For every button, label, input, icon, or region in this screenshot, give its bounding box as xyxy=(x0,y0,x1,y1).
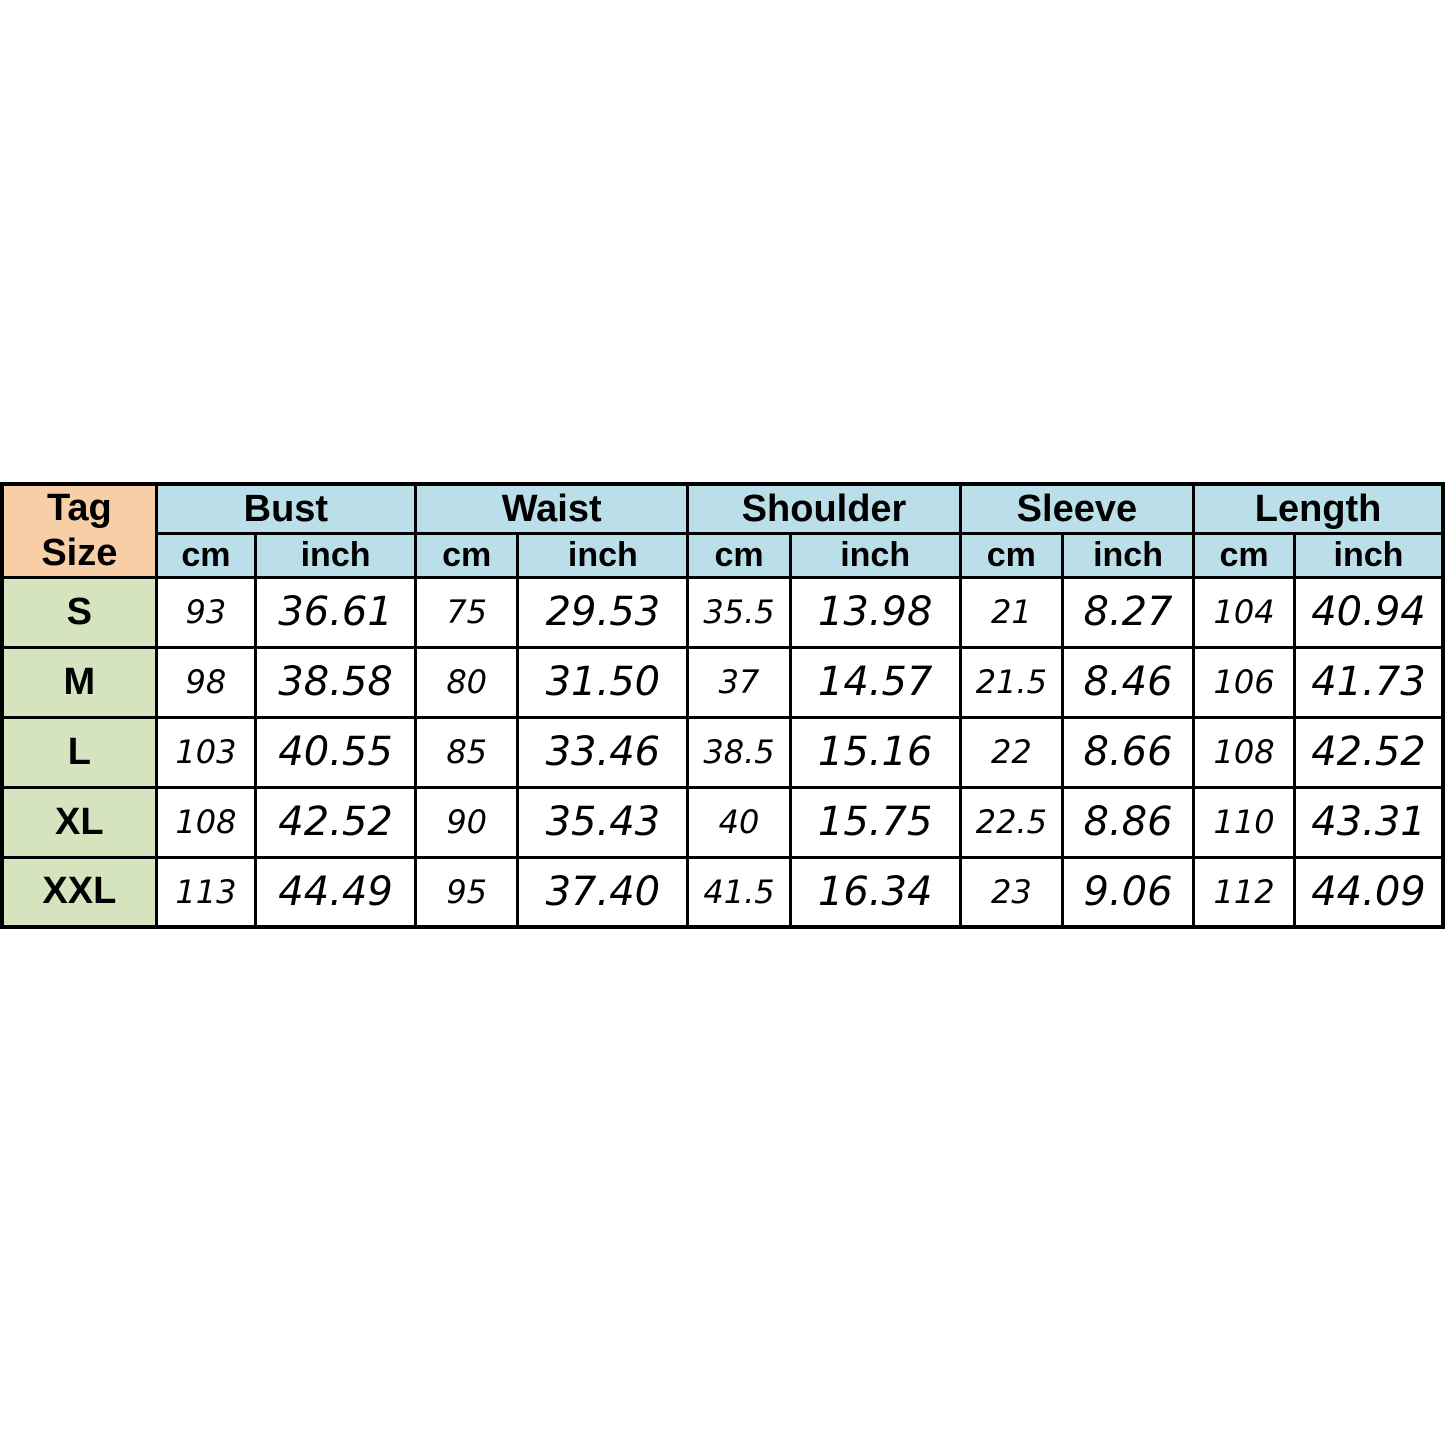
measurement-cell: 22.5 xyxy=(960,787,1062,857)
measurement-cell: 98 xyxy=(156,647,255,717)
measurement-cell: 8.27 xyxy=(1062,577,1193,647)
measurement-cell: 37 xyxy=(688,647,790,717)
group-header-row xyxy=(2,484,1443,534)
size-cell: S xyxy=(2,577,156,647)
group-header-bust: Bust xyxy=(156,484,415,534)
corner-header-tag-size xyxy=(2,484,156,577)
measurement-cell: 42.52 xyxy=(256,787,416,857)
size-cell: XXL xyxy=(2,857,156,927)
measurement-cell: 44.09 xyxy=(1294,857,1443,927)
unit-header-shoulder-cm: cm xyxy=(688,534,790,577)
measurement-cell: 113 xyxy=(156,857,255,927)
measurement-cell: 14.57 xyxy=(790,647,960,717)
measurement-cell: 8.66 xyxy=(1062,717,1193,787)
measurement-cell: 95 xyxy=(416,857,518,927)
measurement-cell: 108 xyxy=(156,787,255,857)
measurement-cell: 29.53 xyxy=(518,577,688,647)
measurement-cell: 44.49 xyxy=(256,857,416,927)
measurement-cell: 13.98 xyxy=(790,577,960,647)
measurement-cell: 112 xyxy=(1194,857,1295,927)
unit-header-length-cm: cm xyxy=(1194,534,1295,577)
measurement-cell: 8.46 xyxy=(1062,647,1193,717)
measurement-cell: 93 xyxy=(156,577,255,647)
table-row-l xyxy=(2,717,1443,787)
unit-header-shoulder-inch: inch xyxy=(790,534,960,577)
measurement-cell: 21 xyxy=(960,577,1062,647)
measurement-cell: 90 xyxy=(416,787,518,857)
measurement-cell: 22 xyxy=(960,717,1062,787)
size-cell: M xyxy=(2,647,156,717)
group-header-waist: Waist xyxy=(416,484,688,534)
measurement-cell: 106 xyxy=(1194,647,1295,717)
measurement-cell: 35.5 xyxy=(688,577,790,647)
measurement-cell: 103 xyxy=(156,717,255,787)
measurement-cell: 38.5 xyxy=(688,717,790,787)
measurement-cell: 42.52 xyxy=(1294,717,1443,787)
measurement-cell: 31.50 xyxy=(518,647,688,717)
measurement-cell: 80 xyxy=(416,647,518,717)
group-header-length: Length xyxy=(1194,484,1443,534)
unit-header-bust-inch: inch xyxy=(256,534,416,577)
measurement-cell: 36.61 xyxy=(256,577,416,647)
size-chart xyxy=(0,482,1445,929)
measurement-cell: 33.46 xyxy=(518,717,688,787)
size-cell: L xyxy=(2,717,156,787)
table-row-m xyxy=(2,647,1443,717)
size-chart-table xyxy=(0,482,1445,929)
corner-header-line2: Size xyxy=(41,531,118,574)
measurement-cell: 41.73 xyxy=(1294,647,1443,717)
unit-header-row xyxy=(2,534,1443,577)
table-row-s xyxy=(2,577,1443,647)
measurement-cell: 40.55 xyxy=(256,717,416,787)
size-cell: XL xyxy=(2,787,156,857)
corner-header-line1: Tag xyxy=(46,487,112,529)
group-header-shoulder: Shoulder xyxy=(688,484,960,534)
table-row-xxl xyxy=(2,857,1443,927)
unit-header-waist-inch: inch xyxy=(518,534,688,577)
measurement-cell: 35.43 xyxy=(518,787,688,857)
unit-header-length-inch: inch xyxy=(1294,534,1443,577)
measurement-cell: 40.94 xyxy=(1294,577,1443,647)
measurement-cell: 37.40 xyxy=(518,857,688,927)
measurement-cell: 110 xyxy=(1194,787,1295,857)
measurement-cell: 41.5 xyxy=(688,857,790,927)
measurement-cell: 85 xyxy=(416,717,518,787)
measurement-cell: 15.16 xyxy=(790,717,960,787)
measurement-cell: 40 xyxy=(688,787,790,857)
measurement-cell: 9.06 xyxy=(1062,857,1193,927)
measurement-cell: 15.75 xyxy=(790,787,960,857)
group-header-sleeve: Sleeve xyxy=(960,484,1193,534)
measurement-cell: 16.34 xyxy=(790,857,960,927)
measurement-cell: 23 xyxy=(960,857,1062,927)
unit-header-sleeve-cm: cm xyxy=(960,534,1062,577)
table-row-xl xyxy=(2,787,1443,857)
measurement-cell: 21.5 xyxy=(960,647,1062,717)
measurement-cell: 104 xyxy=(1194,577,1295,647)
measurement-cell: 43.31 xyxy=(1294,787,1443,857)
unit-header-bust-cm: cm xyxy=(156,534,255,577)
measurement-cell: 38.58 xyxy=(256,647,416,717)
measurement-cell: 108 xyxy=(1194,717,1295,787)
unit-header-waist-cm: cm xyxy=(416,534,518,577)
unit-header-sleeve-inch: inch xyxy=(1062,534,1193,577)
measurement-cell: 8.86 xyxy=(1062,787,1193,857)
measurement-cell: 75 xyxy=(416,577,518,647)
